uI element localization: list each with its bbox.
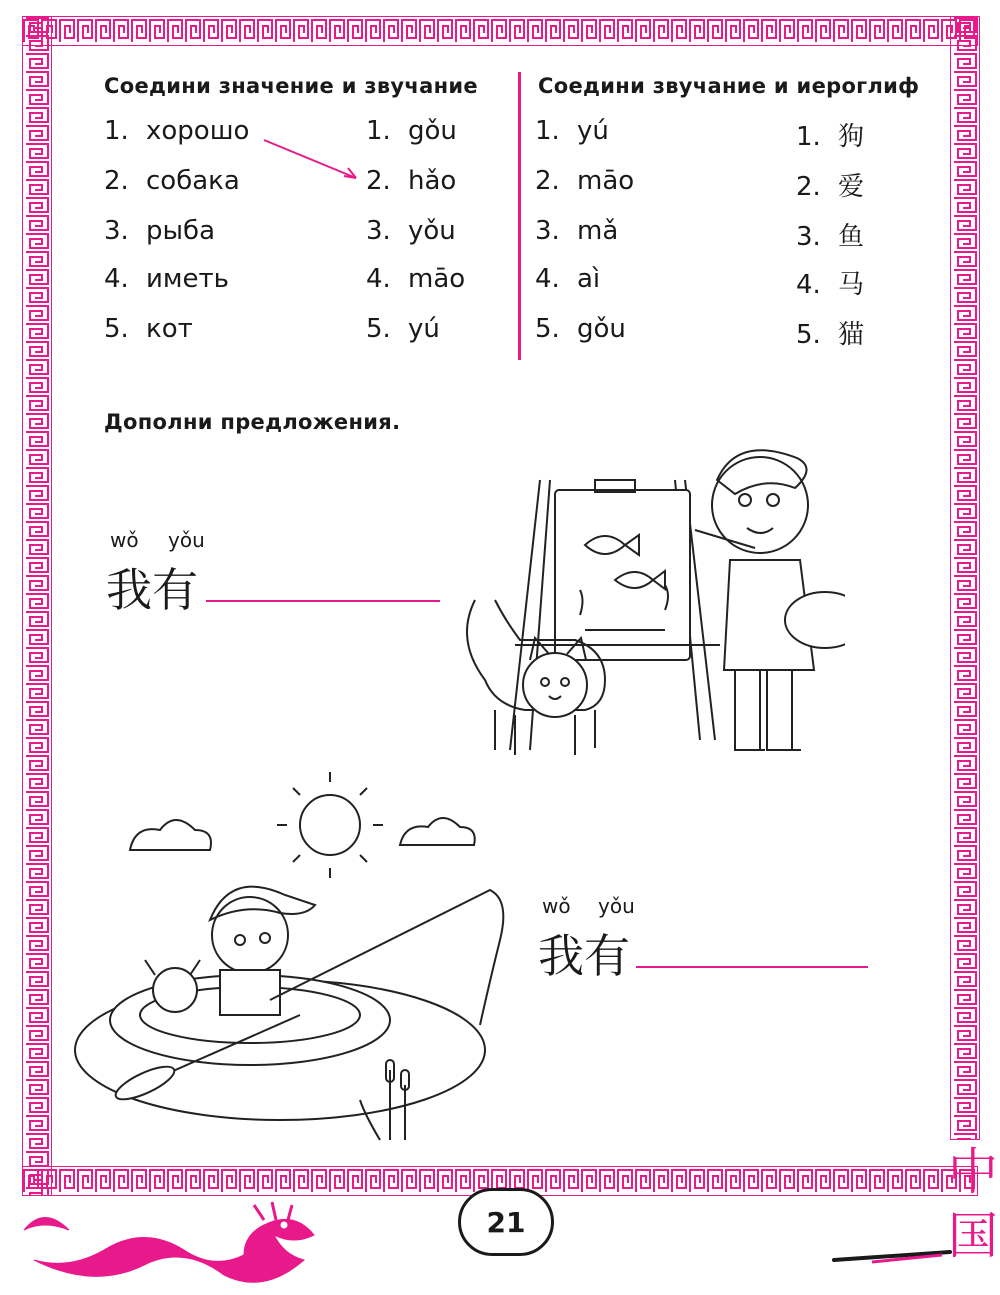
item-text: yú (408, 314, 440, 344)
side-char-zhong: 中 (948, 1143, 998, 1201)
item-text: mǎ (577, 216, 619, 246)
exercise-1-title: Соедини значение и звучание (104, 74, 478, 98)
item-number: 3. (796, 222, 821, 252)
list-item (366, 264, 465, 294)
list-item (535, 116, 609, 146)
list-item (366, 314, 440, 344)
item-hanzi: 马 (838, 270, 865, 300)
item-number: 1. (366, 116, 391, 146)
exercise-3-title: Дополни предложения. (104, 410, 401, 434)
item-number: 5. (535, 314, 560, 344)
list-item (535, 264, 600, 294)
item-hanzi: 爱 (838, 172, 865, 202)
item-number: 1. (104, 116, 129, 146)
item-number: 2. (366, 166, 391, 196)
item-text: иметь (146, 264, 229, 294)
list-item (535, 166, 634, 196)
pinyin-wo: wǒ (542, 894, 571, 918)
list-item (104, 216, 215, 246)
dragon-icon (14, 1200, 344, 1290)
boy-fishing-illustration (70, 770, 510, 1150)
list-item (796, 314, 864, 351)
item-text: gǒu (577, 314, 626, 344)
pinyin-you: yǒu (598, 894, 635, 918)
list-item (104, 116, 249, 146)
greek-key-border-top (22, 16, 978, 46)
item-number: 5. (366, 314, 391, 344)
list-item (796, 264, 864, 301)
item-number: 1. (535, 116, 560, 146)
list-item (366, 116, 457, 146)
item-text: māo (577, 166, 635, 196)
sentence-hanzi: 我有 (106, 563, 198, 617)
brush-icon (832, 1230, 952, 1270)
item-text: aì (577, 264, 601, 294)
list-item (104, 314, 193, 344)
answer-blank[interactable] (206, 600, 440, 602)
greek-key-border-left (22, 16, 52, 1196)
list-item (104, 264, 229, 294)
list-item (104, 166, 240, 196)
item-number: 2. (535, 166, 560, 196)
item-number: 2. (796, 172, 821, 202)
page-number: 21 (458, 1188, 554, 1256)
boy-painting-illustration (455, 420, 845, 780)
item-number: 3. (104, 216, 129, 246)
pinyin-wo: wǒ (110, 528, 139, 552)
item-text: yǒu (408, 216, 456, 246)
item-text: hǎo (408, 166, 457, 196)
item-number: 5. (796, 320, 821, 350)
item-text: gǒu (408, 116, 457, 146)
answer-blank[interactable] (636, 966, 868, 968)
sentence-hanzi: 我有 (538, 929, 630, 983)
item-text: māo (408, 264, 466, 294)
example-arrow-icon (260, 130, 370, 190)
greek-key-border-right (950, 16, 980, 1140)
list-item (535, 314, 626, 344)
item-number: 3. (535, 216, 560, 246)
item-hanzi: 鱼 (838, 222, 865, 252)
item-hanzi: 狗 (838, 122, 865, 152)
item-number: 5. (104, 314, 129, 344)
item-number: 4. (796, 270, 821, 300)
exercise-2-title: Соедини звучание и иероглиф (538, 74, 920, 98)
item-number: 2. (104, 166, 129, 196)
list-item (796, 166, 864, 203)
item-text: yú (577, 116, 609, 146)
item-hanzi: 猫 (838, 320, 865, 350)
item-number: 1. (796, 122, 821, 152)
pinyin-you: yǒu (168, 528, 205, 552)
item-number: 3. (366, 216, 391, 246)
column-divider (518, 72, 521, 360)
list-item (535, 216, 618, 246)
item-number: 4. (104, 264, 129, 294)
list-item (796, 216, 864, 253)
item-text: собака (146, 166, 240, 196)
item-text: рыба (146, 216, 215, 246)
item-text: кот (146, 314, 193, 344)
list-item (366, 166, 456, 196)
item-number: 4. (535, 264, 560, 294)
list-item (796, 116, 864, 153)
list-item (366, 216, 456, 246)
side-char-guo: 国 (948, 1207, 998, 1265)
item-text: хорошо (146, 116, 250, 146)
item-number: 4. (366, 264, 391, 294)
